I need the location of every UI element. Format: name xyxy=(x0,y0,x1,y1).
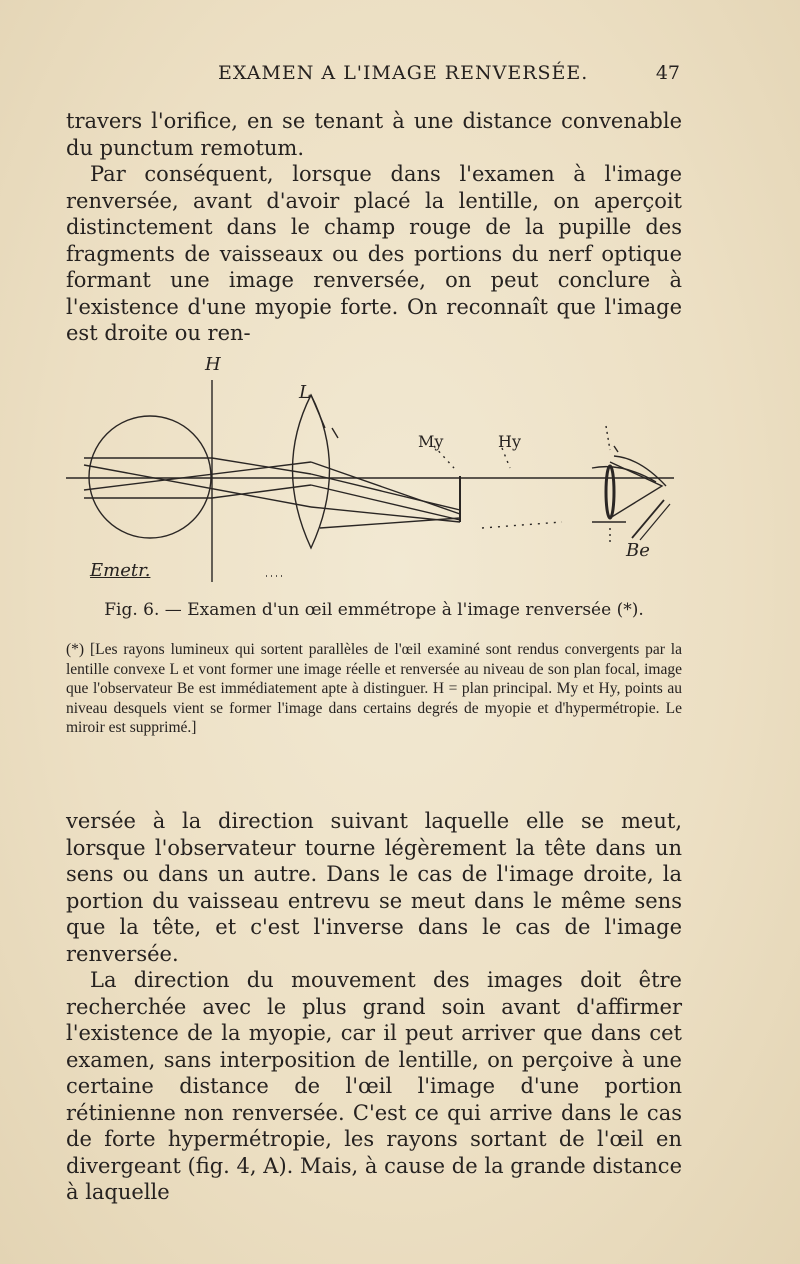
body-text-top xyxy=(66,108,682,347)
label-hy: Hy xyxy=(498,432,521,451)
running-head xyxy=(66,62,684,92)
ophthalmoscope-diagram xyxy=(62,350,692,600)
observer-eye xyxy=(610,462,662,518)
label-emetr: Emetr. xyxy=(90,560,151,581)
paragraph: travers l'orifice, en se tenant à une distance convenable du punctum remotum. xyxy=(66,109,682,160)
figure-caption: Fig. 6. — Examen d'un œil emmétrope à l'image renversée (*). xyxy=(104,600,644,620)
figure-6 xyxy=(62,350,692,600)
label-my: My xyxy=(418,432,444,451)
paragraph: La direction du mouvement des images doit être recherchée avec le plus grand soin avant d'affirmer l'existence de la myopie, car il peut arriver que dans cet examen, sans interposition de lentille, on perçoive à une certaine distance de l'œil l'image d'une portion rétinienne non renversée. C'est ce qui arrive dans le cas de forte hypermétropie, les rayons sortant de l'œil en divergeant (fig. 4, A). Mais, à cause de la grande distance à laquelle xyxy=(66,968,682,1204)
body-text-bottom xyxy=(66,808,682,1206)
paragraph: versée à la direction suivant laquelle elle se meut, lorsque l'observateur tourne légèrement la tête dans un sens ou dans un autre. Dans le cas de l'image droite, la portion du vaisseau entrevu se meut dans le même sens que la tête, et c'est l'inverse dans le cas de l'image renversée. xyxy=(66,809,682,966)
label-be: Be xyxy=(626,540,650,561)
page-number: 47 xyxy=(655,62,680,84)
paragraph: Par conséquent, lorsque dans l'examen à l'image renversée, avant d'avoir placé la lentille, on aperçoit distinctement dans le champ rouge de la pupille des fragments de vaisseaux ou des portions du nerf optique formant une image renversée, on peut conclure à l'existence d'une myopie forte. On reconnaît que l'image est droite ou ren- xyxy=(66,162,682,345)
running-title: EXAMEN A L'IMAGE RENVERSÉE. xyxy=(218,62,589,84)
label-l: L xyxy=(299,382,311,403)
label-h: H xyxy=(205,354,221,375)
lens-tip-stroke xyxy=(311,395,325,428)
figure-footnote: (*) [Les rayons lumineux qui sortent parallèles de l'œil examiné sont rendus convergents par la lentille convexe L et vont former une image réelle et renversée au niveau de son plan focal, image que l'observateur Be est immédiatement apte à distinguer. H = plan principal. My et Hy, points au niveau desquels vient se former l'image dans certains degrés de myopie et d'hypermétropie. Le miroir est supprimé.] xyxy=(66,641,682,736)
